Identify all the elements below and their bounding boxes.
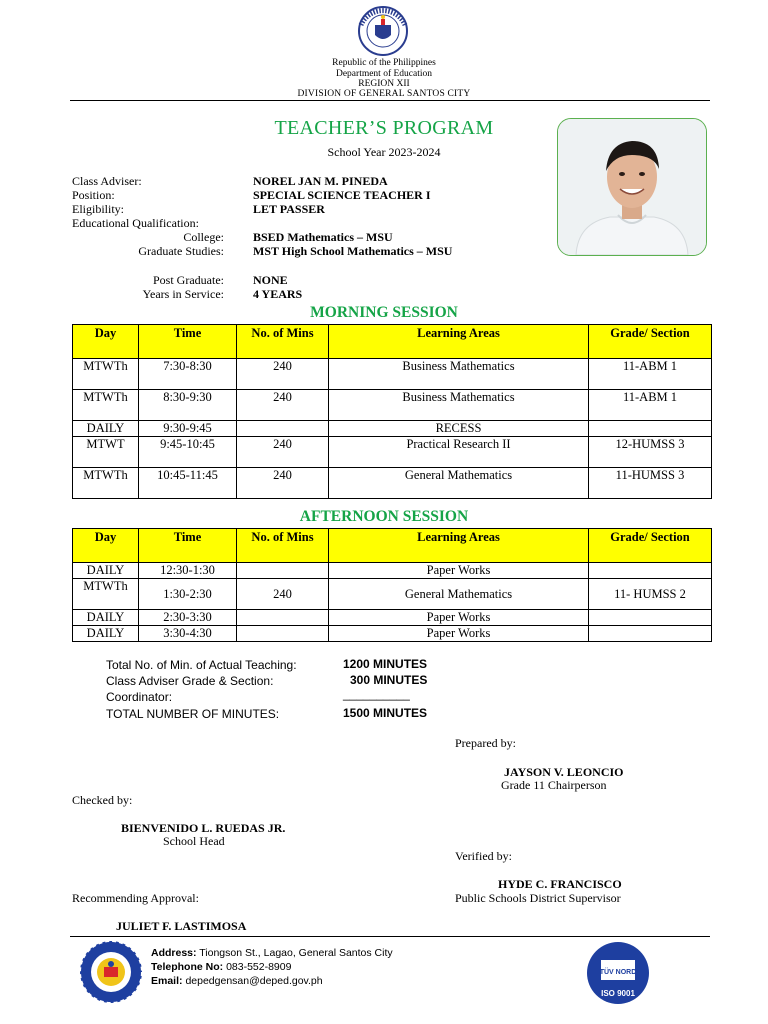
cell-day: MTWTh [73, 359, 139, 390]
deped-seal-icon [348, 5, 418, 57]
cell-time: 3:30-4:30 [139, 626, 237, 642]
tuv-text: TÜV NORD [599, 969, 637, 976]
cell-time: 9:45-10:45 [139, 437, 237, 468]
school-year: School Year 2023-2024 [327, 145, 441, 159]
cell-time: 12:30-1:30 [139, 563, 237, 579]
iso-text: ISO 9001 [601, 989, 635, 998]
header-day: Day [73, 325, 139, 359]
cell-mins: 240 [237, 390, 329, 421]
cell-mins: 240 [237, 579, 329, 610]
cell-day: DAILY [73, 610, 139, 626]
prepared-by-name: JAYSON V. LEONCIO [504, 765, 624, 779]
footer-telephone [151, 960, 291, 974]
post-graduate-label: Post Graduate: [153, 273, 224, 287]
iso-certification-icon [585, 940, 651, 1006]
years-service-label: Years in Service: [142, 287, 224, 301]
cell-area: General Mathematics [329, 579, 589, 610]
cell-grade: 11-HUMSS 3 [589, 468, 712, 499]
cell-area: Paper Works [329, 626, 589, 642]
cell-mins: 240 [237, 437, 329, 468]
cell-mins: 240 [237, 359, 329, 390]
verified-by-title: Public Schools District Supervisor [455, 891, 621, 905]
checked-by-label: Checked by: [72, 793, 133, 807]
header-learning-areas: Learning Areas [329, 325, 589, 359]
cell-day: MTWTh [73, 579, 139, 610]
page-title: TEACHER’S PROGRAM [274, 117, 494, 139]
coordinator-value: __________ [343, 687, 410, 701]
telephone-label: Telephone No: [151, 961, 224, 973]
table-row [73, 626, 712, 642]
header-republic: Republic of the Philippines [332, 58, 436, 68]
cell-day: MTWTh [73, 390, 139, 421]
email-label: Email: [151, 975, 183, 987]
cell-time: 1:30-2:30 [139, 579, 237, 610]
morning-header-row [73, 325, 712, 359]
cell-day: MTWTh [73, 468, 139, 499]
cell-grade: 11-ABM 1 [589, 359, 712, 390]
header-day: Day [73, 529, 139, 563]
class-adviser-minutes-label: Class Adviser Grade & Section: [106, 674, 274, 688]
eligibility-label: Eligibility: [72, 202, 125, 216]
email-value: depedgensan@deped.gov.ph [185, 975, 323, 987]
class-adviser-value: NOREL JAN M. PINEDA [253, 174, 388, 188]
table-row [73, 468, 712, 499]
graduate-studies-label: Graduate Studies: [138, 244, 224, 258]
actual-teaching-label: Total No. of Min. of Actual Teaching: [106, 658, 297, 672]
position-value: SPECIAL SCIENCE TEACHER I [253, 188, 431, 202]
morning-session-title: MORNING SESSION [310, 304, 458, 321]
header-time: Time [139, 529, 237, 563]
verified-by-label: Verified by: [455, 849, 512, 863]
post-graduate-value: NONE [253, 273, 288, 287]
header-department: Department of Education [335, 69, 433, 79]
cell-time: 9:30-9:45 [139, 421, 237, 437]
header-grade-section: Grade/ Section [589, 529, 712, 563]
cell-area: Practical Research II [329, 437, 589, 468]
header-division: DIVISION OF GENERAL SANTOS CITY [297, 89, 471, 99]
cell-grade: 11- HUMSS 2 [589, 579, 712, 610]
college-value: BSED Mathematics – MSU [253, 230, 393, 244]
edu-qualification-label: Educational Qualification: [72, 216, 199, 230]
morning-schedule-table [72, 324, 712, 499]
address-label: Address: [151, 947, 197, 959]
footer-address [151, 946, 393, 960]
header-region: REGION XII [358, 79, 410, 89]
header-divider [70, 100, 710, 101]
afternoon-header-row [73, 529, 712, 563]
cell-area: General Mathematics [329, 468, 589, 499]
person-portrait-icon [558, 119, 706, 255]
cell-area: Paper Works [329, 610, 589, 626]
table-row [73, 359, 712, 390]
table-row [73, 579, 712, 610]
cell-mins [237, 563, 329, 579]
verified-by-name: HYDE C. FRANCISCO [498, 877, 622, 891]
cell-mins: 240 [237, 468, 329, 499]
cell-grade: 11-ABM 1 [589, 390, 712, 421]
years-service-value: 4 YEARS [253, 287, 303, 301]
footer-divider [70, 936, 710, 937]
class-adviser-label: Class Adviser: [72, 174, 142, 188]
cell-time: 10:45-11:45 [139, 468, 237, 499]
footer-email [151, 974, 323, 988]
prepared-by-label: Prepared by: [455, 736, 516, 750]
division-logo-icon [76, 939, 146, 1005]
cell-area: RECESS [329, 421, 589, 437]
coordinator-label: Coordinator: [106, 690, 173, 704]
table-row [73, 421, 712, 437]
teacher-photo [557, 118, 707, 256]
eligibility-value: LET PASSER [253, 202, 325, 216]
afternoon-session-title: AFTERNOON SESSION [299, 508, 469, 525]
recommending-approval-label: Recommending Approval: [72, 891, 199, 905]
table-row [73, 610, 712, 626]
total-minutes-value: 1500 MINUTES [343, 706, 428, 720]
cell-grade [589, 563, 712, 579]
cell-grade [589, 610, 712, 626]
cell-grade [589, 626, 712, 642]
checked-by-name: BIENVENIDO L. RUEDAS JR. [121, 821, 286, 835]
cell-day: DAILY [73, 563, 139, 579]
header-learning-areas: Learning Areas [329, 529, 589, 563]
address-value: Tiongson St., Lagao, General Santos City [199, 947, 393, 959]
header-mins: No. of Mins [237, 529, 329, 563]
header-grade-section: Grade/ Section [589, 325, 712, 359]
college-label: College: [183, 230, 224, 244]
afternoon-schedule-table [72, 528, 712, 642]
header-time: Time [139, 325, 237, 359]
header-mins: No. of Mins [237, 325, 329, 359]
cell-mins [237, 610, 329, 626]
cell-area: Business Mathematics [329, 359, 589, 390]
graduate-studies-value: MST High School Mathematics – MSU [253, 244, 453, 258]
recommending-approval-name: JULIET F. LASTIMOSA [116, 919, 247, 933]
cell-time: 8:30-9:30 [139, 390, 237, 421]
cell-mins [237, 421, 329, 437]
position-label: Position: [72, 188, 115, 202]
telephone-value: 083-552-8909 [226, 961, 292, 973]
cell-area: Business Mathematics [329, 390, 589, 421]
table-row [73, 437, 712, 468]
total-minutes-label: TOTAL NUMBER OF MINUTES: [106, 707, 280, 721]
table-row [73, 563, 712, 579]
prepared-by-title: Grade 11 Chairperson [501, 778, 607, 792]
cell-day: DAILY [73, 421, 139, 437]
cell-area: Paper Works [329, 563, 589, 579]
cell-time: 7:30-8:30 [139, 359, 237, 390]
table-row [73, 390, 712, 421]
checked-by-title: School Head [163, 834, 225, 848]
cell-day: DAILY [73, 626, 139, 642]
class-adviser-minutes-value: 300 MINUTES [350, 673, 428, 687]
cell-time: 2:30-3:30 [139, 610, 237, 626]
cell-grade [589, 421, 712, 437]
cell-mins [237, 626, 329, 642]
cell-grade: 12-HUMSS 3 [589, 437, 712, 468]
cell-day: MTWT [73, 437, 139, 468]
actual-teaching-value: 1200 MINUTES [343, 657, 428, 671]
